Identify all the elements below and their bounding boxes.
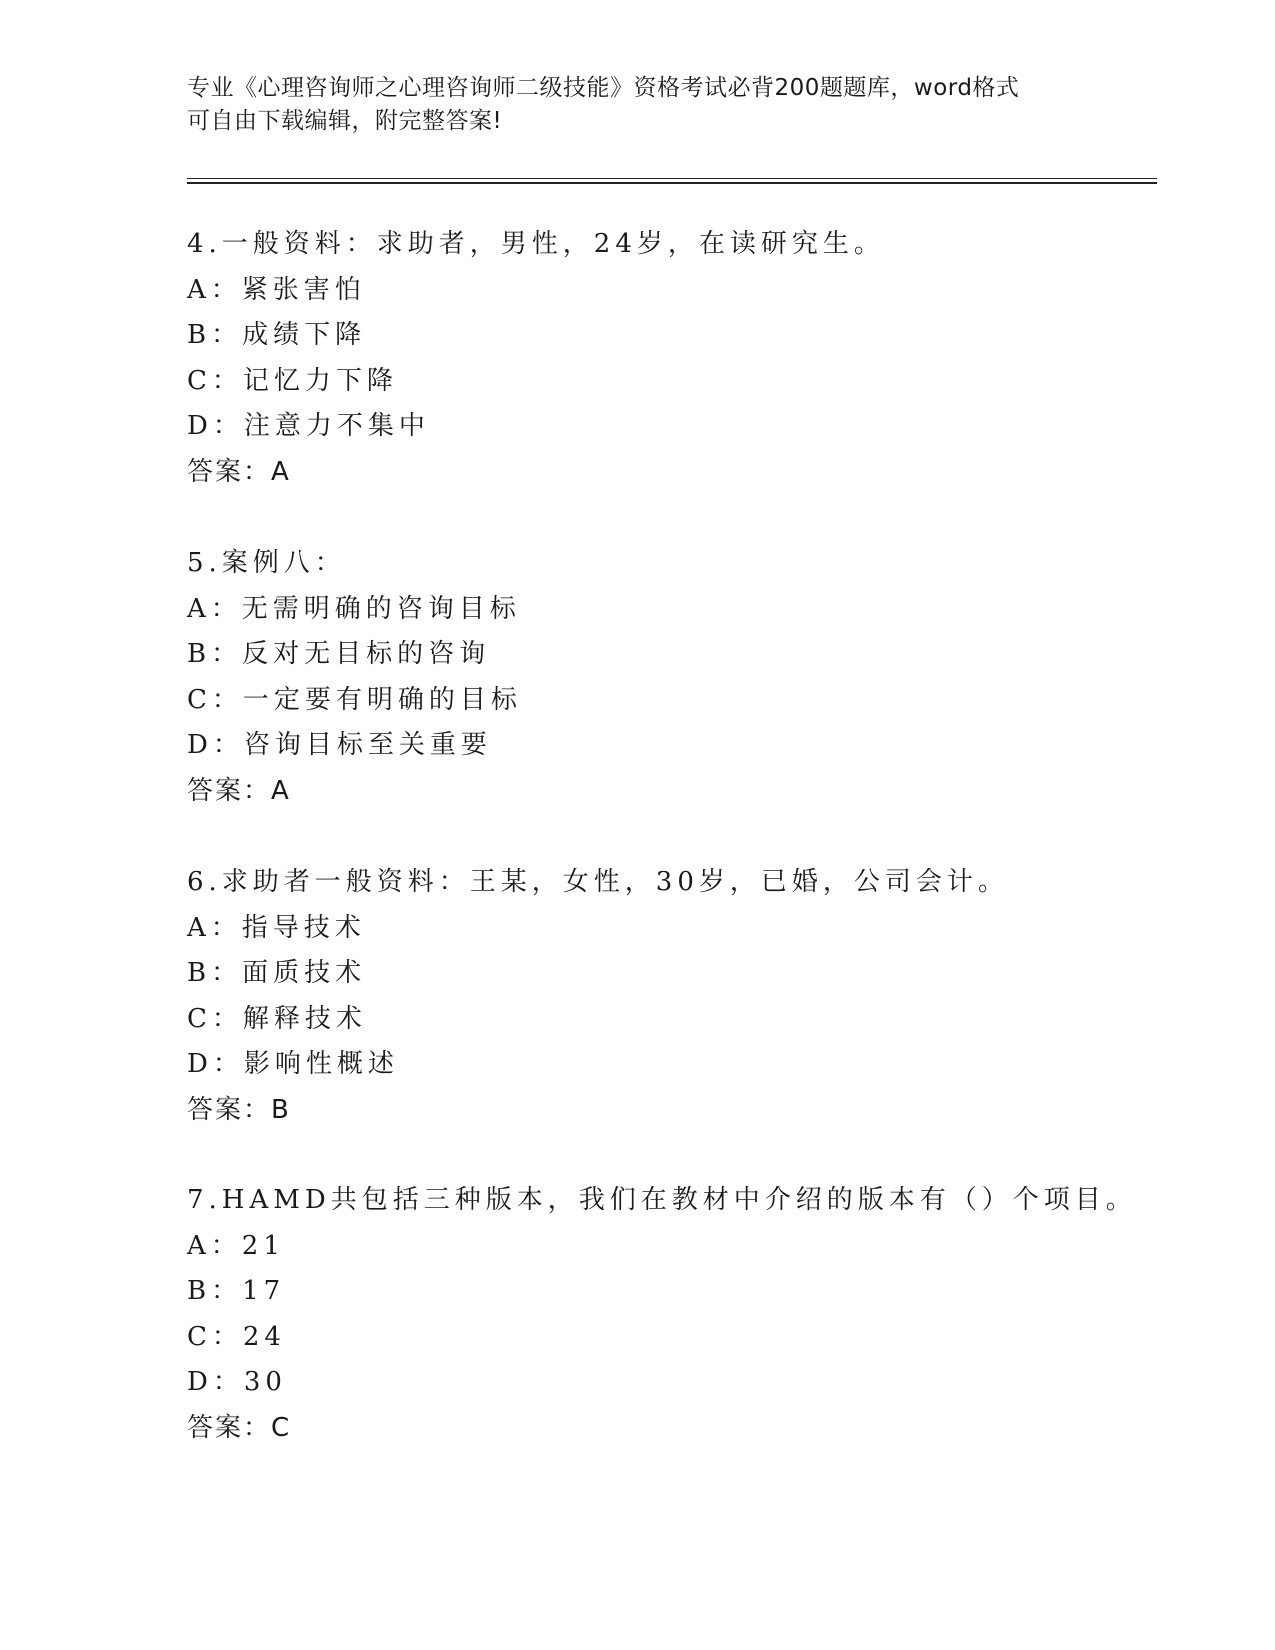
answer-label: 答案： <box>187 1094 272 1125</box>
option-d: D：咨询目标至关重要 <box>187 730 492 760</box>
answer-label: 答案： <box>187 1412 272 1443</box>
header-divider-bottom <box>187 182 1157 184</box>
answer-value: B <box>271 1094 291 1125</box>
option-d: D：30 <box>187 1367 287 1397</box>
header-line-2: 可自由下载编辑，附完整答案! <box>187 108 503 134</box>
option-b: B：反对无目标的咨询 <box>187 639 491 669</box>
option-a: A：无需明确的咨询目标 <box>187 593 521 624</box>
option-b: B：面质技术 <box>187 958 367 988</box>
header-divider-top <box>187 178 1157 179</box>
option-d: D：影响性概述 <box>187 1049 399 1079</box>
option-a: A：紧张害怕 <box>187 274 366 305</box>
question-title: 6.求助者一般资料：王某，女性，30岁，已婚，公司会计。 <box>187 867 1009 897</box>
answer-value: C <box>271 1412 292 1443</box>
document-header <box>187 72 1087 138</box>
answer-value: A <box>271 775 291 806</box>
question-block <box>187 860 1187 1133</box>
question-title: 5.案例八： <box>187 548 346 578</box>
option-d: D：注意力不集中 <box>187 411 430 441</box>
question-block <box>187 1178 1187 1451</box>
question-block <box>187 541 1187 814</box>
option-a: A：指导技术 <box>187 912 366 943</box>
question-title: 7.HAMD共包括三种版本，我们在教材中介绍的版本有（）个项目。 <box>187 1185 1137 1215</box>
header-line-1: 专业《心理咨询师之心理咨询师二级技能》资格考试必背200题题库，word格式 <box>187 75 1020 101</box>
answer-value: A <box>271 456 291 487</box>
option-c: C：记忆力下降 <box>187 365 398 396</box>
answer-label: 答案： <box>187 775 272 806</box>
question-title: 4.一般资料：求助者，男性，24岁，在读研究生。 <box>187 229 885 259</box>
answer-line <box>187 450 1187 496</box>
answer-line <box>187 1406 1187 1452</box>
option-b: B：成绩下降 <box>187 320 367 350</box>
option-c: C：24 <box>187 1321 286 1352</box>
answer-label: 答案： <box>187 456 272 487</box>
option-c: C：一定要有明确的目标 <box>187 684 522 715</box>
answer-line <box>187 769 1187 815</box>
option-b: B：17 <box>187 1276 286 1306</box>
question-block <box>187 222 1187 495</box>
answer-line <box>187 1088 1187 1134</box>
option-a: A：21 <box>187 1230 285 1261</box>
option-c: C：解释技术 <box>187 1003 367 1034</box>
